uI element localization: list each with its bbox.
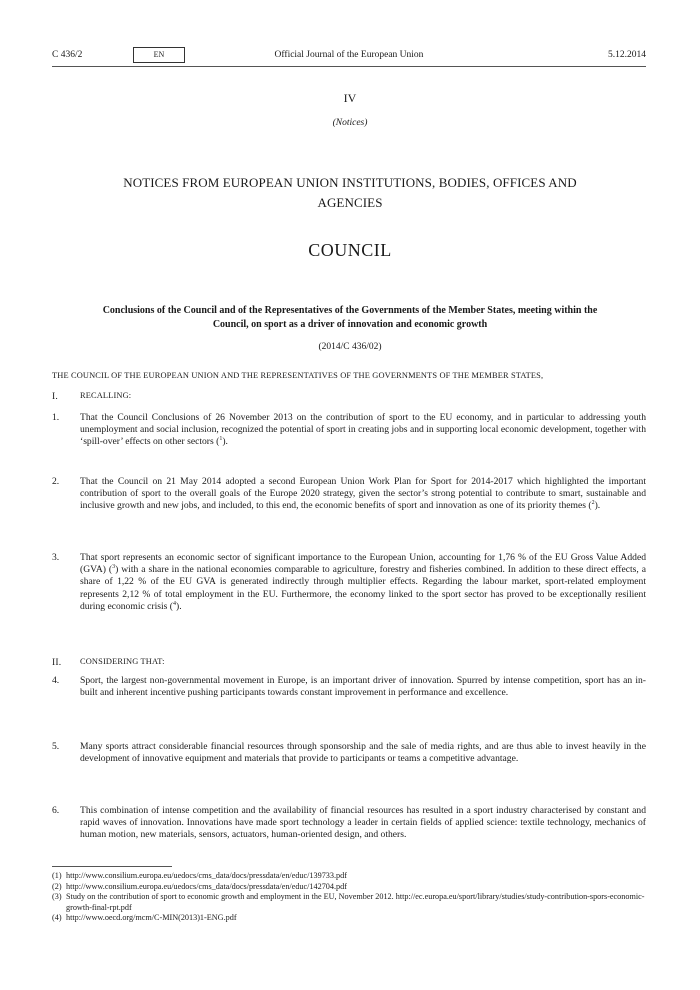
footnote-link[interactable]: http://www.oecd.org/mcm/C-MIN(2013)1-ENG.pdf [66,913,237,923]
footnote-4: (4) http://www.oecd.org/mcm/C-MIN(2013)1-ENG.pdf [52,913,237,923]
footnote-text[interactable]: Study on the contribution of sport to economic growth and employment in the EU, November 2012. http://ec.europa.eu/sport/library/studies/study-contribution-spors-economic-growth-final-rpt.pdf [66,892,645,912]
section-label: CONSIDERING THAT: [80,657,165,666]
paragraph-text: That sport represents an economic sector of significant importance to the European Union, accounting for 1,76 % of the EU Gross Value Added (GVA) ($^3$) with a share in the national economies comparable to agriculture, forestry and fisheries combined. In addition to these direct effects, a share of 1,22 % of the EU GVA is generated indirectly through multiplier effects. Regarding the labour market, sport-related employment represents 2,12 % of total employment in the EU. Furthermore, the economy linked to the sport sector has proved to be exceptionally resilient during economic crisis ($^4$). [80,552,647,612]
journal-title: Official Journal of the European Union [274,50,424,60]
footnote-1: (1) http://www.consilium.europa.eu/uedocs/cms_data/docs/pressdata/en/educ/139733.pdf [52,871,347,880]
section-label: RECALLING: [80,391,132,400]
paragraph-4 [52,675,646,699]
paragraph-number: 5. [52,741,60,752]
document-title: Conclusions of the Council and of the Representatives of the Governments of the Member States, meeting within the Council, on sport as a driver of innovation and economic growth [102,305,598,330]
language-badge: EN [133,47,185,63]
paragraph-text: Sport, the largest non-governmental movement in Europe, is an important driver of innovation. Spurred by intense competition, sport has an in-built and inherent incentive pushing participants towards constant improvement in performance and excellence. [80,675,646,699]
paragraph-1 [52,412,646,449]
paragraph-number: 3. [52,552,60,563]
document-reference: (2014/C 436/02) [318,342,382,352]
paragraph-number: 2. [52,476,60,487]
paragraph-6 [52,805,646,842]
paragraph-text: That the Council on 21 May 2014 adopted a second European Union Work Plan for Sport for 2014-2017 which highlighted the important contribution of sport to the overall goals of the Europe 2020 strategy, given the sector’s strong potential to contribute to smart, sustainable and inclusive growth and new jobs, and included, to this end, the economic benefits of sport and innovation as one of its priority themes ($^2$). [80,476,646,512]
publication-date: 5.12.2014 [608,50,646,60]
notices-label: (Notices) [332,118,368,128]
footnote-ref[interactable]: 1 [219,436,223,443]
paragraph-text: Many sports attract considerable financial resources through sponsorship and the sale of media rights, and are thus able to invest heavily in the development of innovative equipment and materials that provide to participants or teams a competitive advantage. [80,741,646,765]
section-number: I. [52,391,58,402]
footnote-3: (3) Study on the contribution of sport to economic growth and employment in the EU, November 2012. http://ec.europa.eu/sport/library/studies/study-contribution-spors-economic-growth-final-rpt.pdf [52,892,645,912]
paragraph-3 [52,552,646,613]
header-rule [52,66,646,67]
institution-heading: COUNCIL [308,240,392,260]
section-number: II. [52,657,62,668]
paragraph-text: That the Council Conclusions of 26 November 2013 on the contribution of sport to the EU economy, and in particular to addressing youth unemployment and social inclusion, recognized the potential of sport in creating jobs and in supporting local economic development, together with ‘spill-over’ effects on other sectors ($^1$). [80,412,646,448]
footnote-ref[interactable]: 4 [172,600,176,607]
footnote-link[interactable]: http://www.consilium.europa.eu/uedocs/cms_data/docs/pressdata/en/educ/139733.pdf [66,871,347,880]
page-reference: C 436/2 [52,50,83,60]
footnotes [52,871,646,924]
footnote-ref[interactable]: 2 [591,500,595,507]
notices-heading: NOTICES FROM EUROPEAN UNION INSTITUTIONS, BODIES, OFFICES AND AGENCIES [123,175,577,210]
footnote-2: (2) http://www.consilium.europa.eu/uedocs/cms_data/docs/pressdata/en/educ/142704.pdf [52,881,347,891]
footnote-rule [52,866,172,867]
preamble-intro: THE COUNCIL OF THE EUROPEAN UNION AND THE REPRESENTATIVES OF THE GOVERNMENTS OF THE MEMBER STATES, [52,371,544,380]
paragraph-number: 4. [52,675,60,686]
paragraph-5 [52,741,646,765]
part-number: IV [343,91,357,105]
footnote-link[interactable]: http://www.consilium.europa.eu/uedocs/cms_data/docs/pressdata/en/educ/142704.pdf [66,881,347,891]
footnote-ref[interactable]: 3 [112,564,116,571]
paragraph-number: 6. [52,805,60,816]
paragraph-number: 1. [52,412,60,423]
paragraph-text: This combination of intense competition and the availability of financial resources has resulted in a sport industry characterised by constant and rapid waves of innovation. Innovations have made sport technology a leader in certain fields of applied science: textile technology, mechanics of human motion, new materials, sensors, actuators, human-oriented design, and others. [80,805,646,841]
paragraph-2 [52,476,646,513]
page-header [52,50,646,66]
